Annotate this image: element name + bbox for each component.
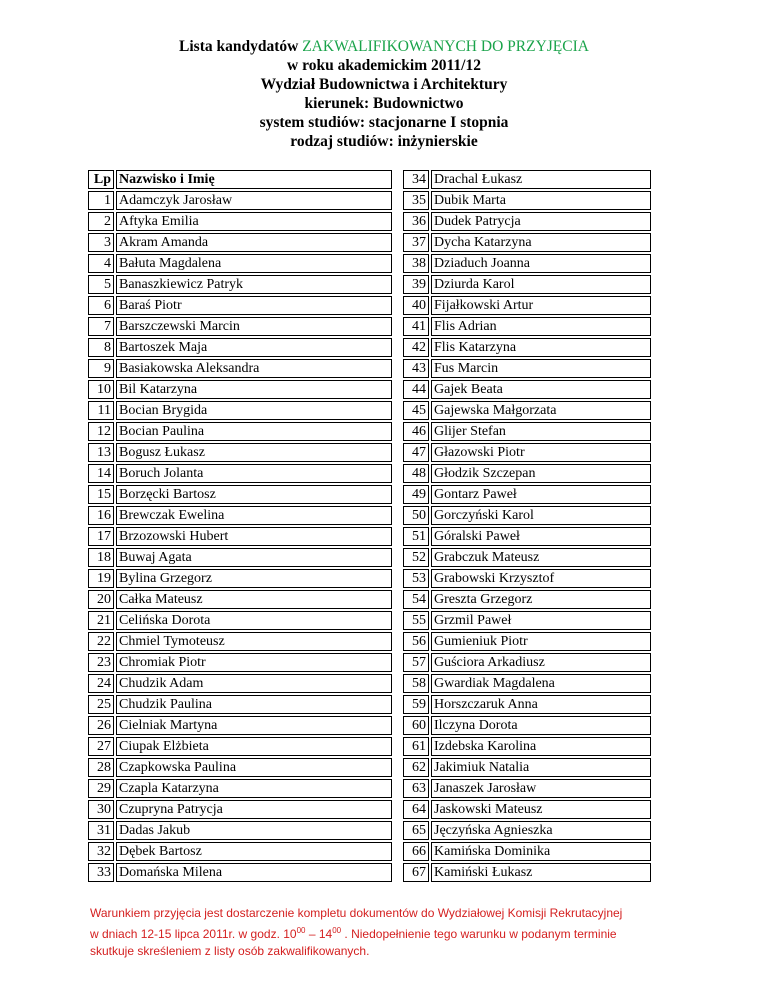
table-row bbox=[88, 464, 392, 483]
row-number: 37 bbox=[403, 233, 429, 252]
table-row bbox=[88, 632, 392, 651]
row-number: 47 bbox=[403, 443, 429, 462]
row-number: 2 bbox=[88, 212, 114, 231]
candidate-name: Ciupak Elżbieta bbox=[116, 737, 392, 756]
document-header bbox=[0, 37, 768, 151]
table-row bbox=[403, 338, 651, 357]
row-number: 41 bbox=[403, 317, 429, 336]
row-number: 61 bbox=[403, 737, 429, 756]
candidate-name: Celińska Dorota bbox=[116, 611, 392, 630]
row-number: 14 bbox=[88, 464, 114, 483]
row-number: 8 bbox=[88, 338, 114, 357]
table-row bbox=[88, 821, 392, 840]
row-number: 38 bbox=[403, 254, 429, 273]
note-superscript-1: 00 bbox=[296, 926, 306, 935]
table-row bbox=[88, 695, 392, 714]
table-row bbox=[403, 170, 651, 189]
header-title-highlight: ZAKWALIFIKOWANYCH DO PRZYJĘCIA bbox=[302, 38, 589, 55]
candidate-name: Grabowski Krzysztof bbox=[431, 569, 651, 588]
table-row bbox=[403, 758, 651, 777]
note-date-text: w dniach 12-15 lipca 2011r. w godz. 10 bbox=[90, 927, 297, 941]
row-number: 32 bbox=[88, 842, 114, 861]
row-number: 42 bbox=[403, 338, 429, 357]
row-number: 62 bbox=[403, 758, 429, 777]
candidate-name: Dubik Marta bbox=[431, 191, 651, 210]
candidate-name: Barszczewski Marcin bbox=[116, 317, 392, 336]
candidate-name: Gumieniuk Piotr bbox=[431, 632, 651, 651]
row-number: 48 bbox=[403, 464, 429, 483]
table-row bbox=[403, 653, 651, 672]
table-row bbox=[403, 275, 651, 294]
candidate-name: Bogusz Łukasz bbox=[116, 443, 392, 462]
row-number: 24 bbox=[88, 674, 114, 693]
candidate-name: Domańska Milena bbox=[116, 863, 392, 882]
row-number: 4 bbox=[88, 254, 114, 273]
row-number: 60 bbox=[403, 716, 429, 735]
column-header-lp: Lp bbox=[88, 170, 114, 189]
table-row bbox=[403, 863, 651, 882]
header-line-2: w roku akademickim 2011/12 bbox=[287, 57, 481, 74]
table-row bbox=[88, 191, 392, 210]
candidate-name: Chromiak Piotr bbox=[116, 653, 392, 672]
table-row bbox=[88, 401, 392, 420]
row-number: 39 bbox=[403, 275, 429, 294]
row-number: 9 bbox=[88, 359, 114, 378]
candidate-name: Jęczyńska Agnieszka bbox=[431, 821, 651, 840]
table-row bbox=[403, 443, 651, 462]
table-row bbox=[403, 821, 651, 840]
candidate-name: Drachal Łukasz bbox=[431, 170, 651, 189]
table-row bbox=[88, 443, 392, 462]
candidate-name: Gajewska Małgorzata bbox=[431, 401, 651, 420]
table-row bbox=[403, 233, 651, 252]
table-row bbox=[88, 359, 392, 378]
row-number: 36 bbox=[403, 212, 429, 231]
table-row bbox=[88, 275, 392, 294]
row-number: 20 bbox=[88, 590, 114, 609]
table-row bbox=[403, 779, 651, 798]
table-row bbox=[403, 212, 651, 231]
row-number: 12 bbox=[88, 422, 114, 441]
row-number: 54 bbox=[403, 590, 429, 609]
table-row bbox=[88, 212, 392, 231]
candidate-name: Flis Katarzyna bbox=[431, 338, 651, 357]
table-row bbox=[403, 590, 651, 609]
candidate-name: Jakimiuk Natalia bbox=[431, 758, 651, 777]
table-row bbox=[88, 737, 392, 756]
row-number: 6 bbox=[88, 296, 114, 315]
row-number: 33 bbox=[88, 863, 114, 882]
table-row bbox=[88, 779, 392, 798]
candidate-name: Czapla Katarzyna bbox=[116, 779, 392, 798]
candidates-table-left bbox=[86, 168, 394, 884]
note-line-2 bbox=[90, 922, 690, 943]
row-number: 3 bbox=[88, 233, 114, 252]
candidate-name: Cielniak Martyna bbox=[116, 716, 392, 735]
candidate-name: Czapkowska Paulina bbox=[116, 758, 392, 777]
row-number: 52 bbox=[403, 548, 429, 567]
candidate-name: Bylina Grzegorz bbox=[116, 569, 392, 588]
header-line-1 bbox=[0, 37, 768, 56]
candidate-name: Góralski Paweł bbox=[431, 527, 651, 546]
candidate-name: Jaskowski Mateusz bbox=[431, 800, 651, 819]
candidate-name: Baraś Piotr bbox=[116, 296, 392, 315]
table-row bbox=[88, 842, 392, 861]
candidate-name: Gajek Beata bbox=[431, 380, 651, 399]
header-title-prefix: Lista kandydatów bbox=[179, 38, 299, 55]
table-row bbox=[88, 758, 392, 777]
table-row bbox=[403, 359, 651, 378]
row-number: 15 bbox=[88, 485, 114, 504]
candidate-name: Greszta Grzegorz bbox=[431, 590, 651, 609]
candidate-name: Głazowski Piotr bbox=[431, 443, 651, 462]
table-row bbox=[403, 842, 651, 861]
row-number: 21 bbox=[88, 611, 114, 630]
table-row bbox=[403, 695, 651, 714]
candidate-name: Brewczak Ewelina bbox=[116, 506, 392, 525]
table-row bbox=[403, 485, 651, 504]
table-row bbox=[403, 422, 651, 441]
row-number: 64 bbox=[403, 800, 429, 819]
row-number: 10 bbox=[88, 380, 114, 399]
table-row bbox=[88, 422, 392, 441]
table-row bbox=[403, 191, 651, 210]
candidate-name: Bocian Paulina bbox=[116, 422, 392, 441]
row-number: 17 bbox=[88, 527, 114, 546]
row-number: 58 bbox=[403, 674, 429, 693]
row-number: 11 bbox=[88, 401, 114, 420]
table-row bbox=[88, 569, 392, 588]
table-row bbox=[88, 506, 392, 525]
candidate-name: Dziaduch Joanna bbox=[431, 254, 651, 273]
candidate-name: Horszczaruk Anna bbox=[431, 695, 651, 714]
candidate-name: Dziurda Karol bbox=[431, 275, 651, 294]
candidate-name: Brzozowski Hubert bbox=[116, 527, 392, 546]
row-number: 65 bbox=[403, 821, 429, 840]
table-row bbox=[403, 737, 651, 756]
candidate-name: Czupryna Patrycja bbox=[116, 800, 392, 819]
table-row bbox=[88, 317, 392, 336]
row-number: 59 bbox=[403, 695, 429, 714]
table-row bbox=[403, 296, 651, 315]
candidate-name: Dycha Katarzyna bbox=[431, 233, 651, 252]
candidate-name: Aftyka Emilia bbox=[116, 212, 392, 231]
candidate-name: Grabczuk Mateusz bbox=[431, 548, 651, 567]
row-number: 5 bbox=[88, 275, 114, 294]
row-number: 57 bbox=[403, 653, 429, 672]
candidate-name: Kamiński Łukasz bbox=[431, 863, 651, 882]
row-number: 53 bbox=[403, 569, 429, 588]
candidate-name: Borzęcki Bartosz bbox=[116, 485, 392, 504]
row-number: 19 bbox=[88, 569, 114, 588]
table-row bbox=[88, 674, 392, 693]
table-row bbox=[88, 527, 392, 546]
row-number: 40 bbox=[403, 296, 429, 315]
table-header-row bbox=[88, 170, 392, 189]
row-number: 25 bbox=[88, 695, 114, 714]
table-row bbox=[88, 548, 392, 567]
row-number: 49 bbox=[403, 485, 429, 504]
note-line-1: Warunkiem przyjęcia jest dostarczenie kompletu dokumentów do Wydziałowej Komisji Rekrutacyjnej bbox=[90, 906, 623, 920]
table-row bbox=[403, 380, 651, 399]
row-number: 45 bbox=[403, 401, 429, 420]
candidate-name: Chudzik Paulina bbox=[116, 695, 392, 714]
table-row bbox=[88, 800, 392, 819]
candidate-name: Boruch Jolanta bbox=[116, 464, 392, 483]
candidate-name: Basiakowska Aleksandra bbox=[116, 359, 392, 378]
table-row bbox=[88, 863, 392, 882]
table-row bbox=[403, 800, 651, 819]
candidate-name: Bocian Brygida bbox=[116, 401, 392, 420]
table-row bbox=[403, 674, 651, 693]
table-row bbox=[403, 716, 651, 735]
candidate-name: Dudek Patrycja bbox=[431, 212, 651, 231]
table-row bbox=[88, 716, 392, 735]
row-number: 22 bbox=[88, 632, 114, 651]
row-number: 18 bbox=[88, 548, 114, 567]
row-number: 30 bbox=[88, 800, 114, 819]
row-number: 67 bbox=[403, 863, 429, 882]
candidate-name: Chmiel Tymoteusz bbox=[116, 632, 392, 651]
column-header-name: Nazwisko i Imię bbox=[116, 170, 392, 189]
table-row bbox=[88, 380, 392, 399]
table-row bbox=[88, 296, 392, 315]
table-row bbox=[403, 254, 651, 273]
table-row bbox=[88, 233, 392, 252]
table-row bbox=[403, 527, 651, 546]
row-number: 28 bbox=[88, 758, 114, 777]
candidate-name: Fus Marcin bbox=[431, 359, 651, 378]
note-condition-text: . Niedopełnienie tego warunku w podanym terminie bbox=[341, 927, 617, 941]
table-row bbox=[403, 401, 651, 420]
row-number: 29 bbox=[88, 779, 114, 798]
row-number: 31 bbox=[88, 821, 114, 840]
note-line-3: skutkuje skreśleniem z listy osób zakwalifikowanych. bbox=[90, 944, 370, 958]
candidate-name: Głodzik Szczepan bbox=[431, 464, 651, 483]
row-number: 7 bbox=[88, 317, 114, 336]
table-row bbox=[88, 590, 392, 609]
candidate-name: Bil Katarzyna bbox=[116, 380, 392, 399]
candidate-name: Buwaj Agata bbox=[116, 548, 392, 567]
candidate-name: Flis Adrian bbox=[431, 317, 651, 336]
candidate-name: Bartoszek Maja bbox=[116, 338, 392, 357]
table-row bbox=[403, 569, 651, 588]
table-row bbox=[88, 254, 392, 273]
row-number: 56 bbox=[403, 632, 429, 651]
candidate-name: Akram Amanda bbox=[116, 233, 392, 252]
candidate-name: Guściora Arkadiusz bbox=[431, 653, 651, 672]
table-row bbox=[403, 632, 651, 651]
table-row bbox=[403, 611, 651, 630]
table-row bbox=[403, 506, 651, 525]
header-line-6: rodzaj studiów: inżynierskie bbox=[290, 133, 478, 150]
candidate-name: Dadas Jakub bbox=[116, 821, 392, 840]
row-number: 50 bbox=[403, 506, 429, 525]
header-line-5: system studiów: stacjonarne I stopnia bbox=[259, 114, 509, 131]
note-time-end: – 14 bbox=[305, 927, 333, 941]
table-row bbox=[403, 317, 651, 336]
table-row bbox=[88, 485, 392, 504]
table-row bbox=[88, 653, 392, 672]
row-number: 46 bbox=[403, 422, 429, 441]
row-number: 27 bbox=[88, 737, 114, 756]
row-number: 26 bbox=[88, 716, 114, 735]
candidate-name: Chudzik Adam bbox=[116, 674, 392, 693]
candidate-name: Gontarz Paweł bbox=[431, 485, 651, 504]
candidate-name: Adamczyk Jarosław bbox=[116, 191, 392, 210]
candidates-table-right bbox=[401, 168, 653, 884]
row-number: 44 bbox=[403, 380, 429, 399]
candidate-name: Dębek Bartosz bbox=[116, 842, 392, 861]
table-row bbox=[403, 464, 651, 483]
header-line-3: Wydział Budownictwa i Architektury bbox=[260, 76, 508, 93]
candidate-name: Grzmil Paweł bbox=[431, 611, 651, 630]
row-number: 1 bbox=[88, 191, 114, 210]
candidate-name: Fijałkowski Artur bbox=[431, 296, 651, 315]
candidate-name: Gwardiak Magdalena bbox=[431, 674, 651, 693]
row-number: 35 bbox=[403, 191, 429, 210]
row-number: 66 bbox=[403, 842, 429, 861]
candidate-name: Banaszkiewicz Patryk bbox=[116, 275, 392, 294]
admission-condition-note bbox=[90, 905, 690, 960]
row-number: 55 bbox=[403, 611, 429, 630]
candidate-name: Ilczyna Dorota bbox=[431, 716, 651, 735]
candidate-name: Bałuta Magdalena bbox=[116, 254, 392, 273]
row-number: 23 bbox=[88, 653, 114, 672]
row-number: 51 bbox=[403, 527, 429, 546]
candidate-name: Kamińska Dominika bbox=[431, 842, 651, 861]
row-number: 34 bbox=[403, 170, 429, 189]
candidate-name: Izdebska Karolina bbox=[431, 737, 651, 756]
row-number: 43 bbox=[403, 359, 429, 378]
candidate-name: Gorczyński Karol bbox=[431, 506, 651, 525]
row-number: 13 bbox=[88, 443, 114, 462]
row-number: 63 bbox=[403, 779, 429, 798]
table-row bbox=[403, 548, 651, 567]
candidate-name: Janaszek Jarosław bbox=[431, 779, 651, 798]
candidate-name: Całka Mateusz bbox=[116, 590, 392, 609]
header-line-4: kierunek: Budownictwo bbox=[304, 95, 464, 112]
row-number: 16 bbox=[88, 506, 114, 525]
table-row bbox=[88, 338, 392, 357]
candidate-name: Glijer Stefan bbox=[431, 422, 651, 441]
note-superscript-2: 00 bbox=[332, 926, 342, 935]
table-row bbox=[88, 611, 392, 630]
